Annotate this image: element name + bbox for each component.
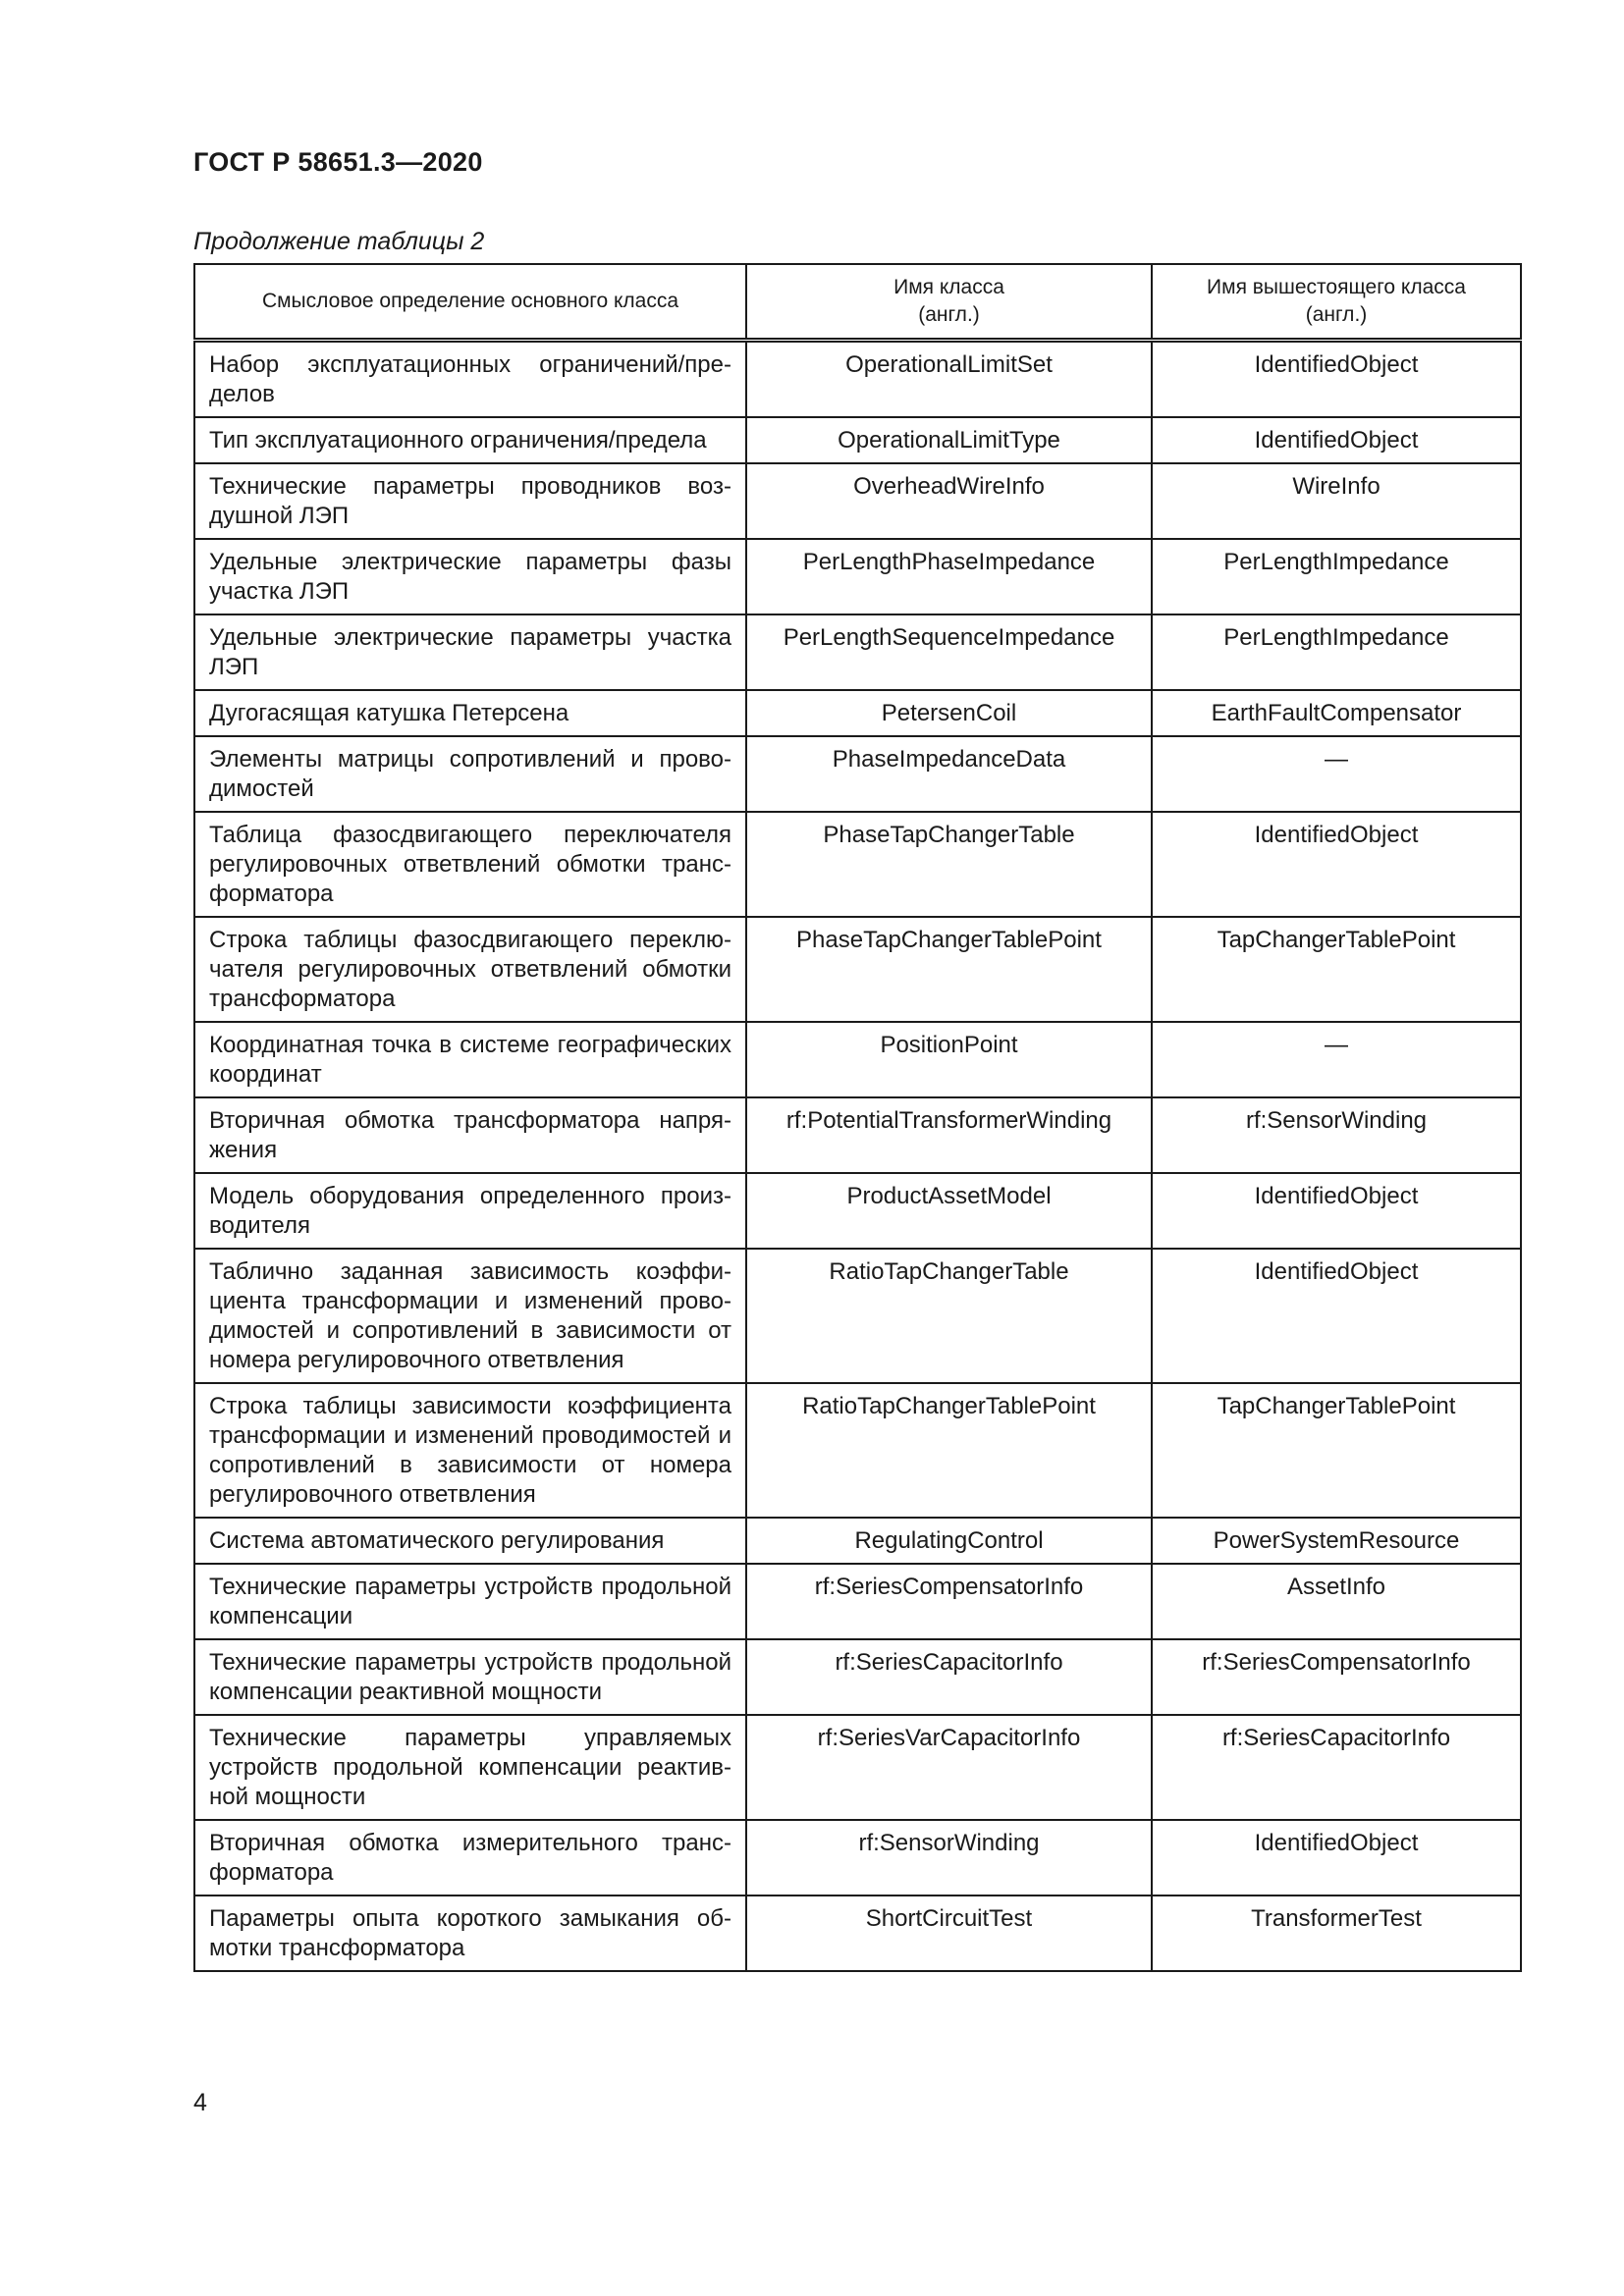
cell-class-name: OverheadWireInfo	[746, 463, 1152, 539]
cell-definition: Технические параметры управляемых устройств продольной компенсации реактивной мощности	[194, 1715, 746, 1820]
cell-class-name: rf:SeriesCapacitorInfo	[746, 1639, 1152, 1715]
cell-class-name: rf:SeriesCompensatorInfo	[746, 1564, 1152, 1639]
cell-class-name: rf:SensorWinding	[746, 1820, 1152, 1896]
table-body	[194, 341, 1521, 1972]
table-row	[194, 1173, 1521, 1249]
column-header-label: Имя вышестоящего класса	[1207, 276, 1466, 298]
cell-parent-class: PowerSystemResource	[1152, 1518, 1521, 1564]
table-row	[194, 1249, 1521, 1383]
cell-parent-class: IdentifiedObject	[1152, 1173, 1521, 1249]
cell-class-name: OperationalLimitType	[746, 417, 1152, 463]
cell-parent-class: rf:SeriesCompensatorInfo	[1152, 1639, 1521, 1715]
cell-definition: Вторичная обмотка измерительного трансформатора	[194, 1820, 746, 1896]
table-row	[194, 1518, 1521, 1564]
cell-class-name: PositionPoint	[746, 1022, 1152, 1097]
page-number: 4	[193, 2089, 207, 2116]
cell-definition: Модель оборудования определенного производителя	[194, 1173, 746, 1249]
cell-parent-class: IdentifiedObject	[1152, 417, 1521, 463]
cell-definition: Таблица фазосдвигающего переключателя регулировочных ответвлений обмотки трансформатора	[194, 812, 746, 917]
table-row	[194, 690, 1521, 736]
cell-definition: Вторичная обмотка трансформатора напряжения	[194, 1097, 746, 1173]
cell-definition: Технические параметры устройств продольной компенсации реактивной мощности	[194, 1639, 746, 1715]
table-row	[194, 417, 1521, 463]
cell-class-name: PhaseTapChangerTablePoint	[746, 917, 1152, 1022]
table-header	[194, 264, 1521, 341]
cell-definition: Строка таблицы фазосдвигающего переключателя регулировочных ответвлений обмотки трансформатора	[194, 917, 746, 1022]
cell-definition: Элементы матрицы сопротивлений и проводимостей	[194, 736, 746, 812]
cell-definition: Удельные электрические параметры участка ЛЭП	[194, 614, 746, 690]
cell-definition: Технические параметры проводников воздушной ЛЭП	[194, 463, 746, 539]
cell-class-name: PetersenCoil	[746, 690, 1152, 736]
table-row	[194, 812, 1521, 917]
column-header-definition	[194, 264, 746, 341]
table-row	[194, 736, 1521, 812]
cell-definition: Строка таблицы зависимости коэффициента трансформации и изменений проводимостей и сопротивлений в зависимости от номера регулировочного ответвления	[194, 1383, 746, 1518]
cell-parent-class: AssetInfo	[1152, 1564, 1521, 1639]
column-header-sublabel: (англ.)	[1305, 303, 1368, 326]
cell-definition: Набор эксплуатационных ограничений/пределов	[194, 341, 746, 418]
cell-class-name: RegulatingControl	[746, 1518, 1152, 1564]
cell-class-name: ShortCircuitTest	[746, 1896, 1152, 1971]
cell-parent-class: IdentifiedObject	[1152, 1820, 1521, 1896]
table-row	[194, 614, 1521, 690]
cell-definition: Таблично заданная зависимость коэффициента трансформации и изменений проводимостей и сопротивлений в зависимости от номера регулировочного ответвления	[194, 1249, 746, 1383]
cell-class-name: PerLengthPhaseImpedance	[746, 539, 1152, 614]
cell-parent-class: —	[1152, 736, 1521, 812]
cell-definition: Координатная точка в системе географических координат	[194, 1022, 746, 1097]
class-table	[193, 263, 1522, 1972]
cell-definition: Тип эксплуатационного ограничения/предела	[194, 417, 746, 463]
cell-parent-class: IdentifiedObject	[1152, 812, 1521, 917]
cell-parent-class: rf:SeriesCapacitorInfo	[1152, 1715, 1521, 1820]
table-row	[194, 341, 1521, 418]
cell-class-name: ProductAssetModel	[746, 1173, 1152, 1249]
cell-class-name: PhaseTapChangerTable	[746, 812, 1152, 917]
column-header-label: Смысловое определение основного класса	[261, 290, 679, 312]
table-caption: Продолжение таблицы 2	[193, 228, 485, 255]
table-row	[194, 1097, 1521, 1173]
column-header-sublabel: (англ.)	[918, 303, 980, 326]
column-header-parent-class	[1152, 264, 1521, 341]
cell-class-name: PerLengthSequenceImpedance	[746, 614, 1152, 690]
cell-definition: Дугогасящая катушка Петерсена	[194, 690, 746, 736]
table-row	[194, 917, 1521, 1022]
cell-parent-class: TapChangerTablePoint	[1152, 917, 1521, 1022]
cell-parent-class: EarthFaultCompensator	[1152, 690, 1521, 736]
table-row	[194, 1820, 1521, 1896]
header-row	[194, 264, 1521, 341]
cell-class-name: rf:SeriesVarCapacitorInfo	[746, 1715, 1152, 1820]
table-row	[194, 463, 1521, 539]
column-header-label: Имя класса	[893, 276, 1004, 298]
cell-parent-class: TapChangerTablePoint	[1152, 1383, 1521, 1518]
cell-parent-class: PerLengthImpedance	[1152, 539, 1521, 614]
cell-parent-class: PerLengthImpedance	[1152, 614, 1521, 690]
table-row	[194, 1896, 1521, 1971]
cell-class-name: RatioTapChangerTablePoint	[746, 1383, 1152, 1518]
cell-class-name: PhaseImpedanceData	[746, 736, 1152, 812]
cell-parent-class: rf:SensorWinding	[1152, 1097, 1521, 1173]
cell-class-name: OperationalLimitSet	[746, 341, 1152, 418]
table-row	[194, 1564, 1521, 1639]
column-header-class-name	[746, 264, 1152, 341]
cell-parent-class: —	[1152, 1022, 1521, 1097]
table-row	[194, 1022, 1521, 1097]
cell-parent-class: TransformerTest	[1152, 1896, 1521, 1971]
cell-definition: Удельные электрические параметры фазы участка ЛЭП	[194, 539, 746, 614]
cell-class-name: RatioTapChangerTable	[746, 1249, 1152, 1383]
cell-class-name: rf:PotentialTransformerWinding	[746, 1097, 1152, 1173]
table-row	[194, 539, 1521, 614]
cell-definition: Технические параметры устройств продольной компенсации	[194, 1564, 746, 1639]
table-row	[194, 1383, 1521, 1518]
cell-parent-class: IdentifiedObject	[1152, 341, 1521, 418]
cell-parent-class: IdentifiedObject	[1152, 1249, 1521, 1383]
cell-parent-class: WireInfo	[1152, 463, 1521, 539]
table-row	[194, 1639, 1521, 1715]
cell-definition: Параметры опыта короткого замыкания обмотки трансформатора	[194, 1896, 746, 1971]
table-row	[194, 1715, 1521, 1820]
cell-definition: Система автоматического регулирования	[194, 1518, 746, 1564]
document-id: ГОСТ Р 58651.3—2020	[193, 147, 483, 177]
